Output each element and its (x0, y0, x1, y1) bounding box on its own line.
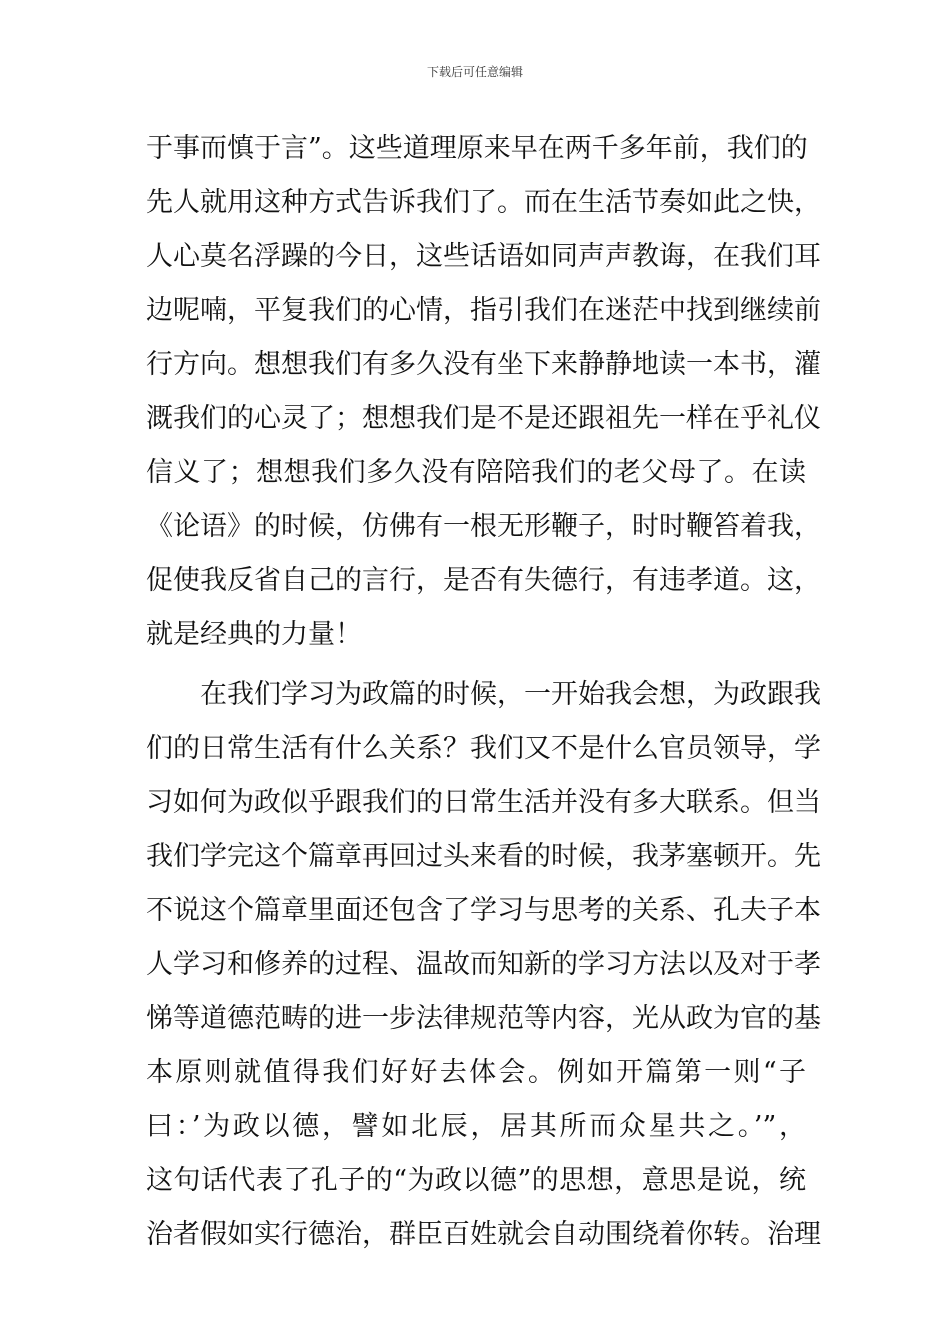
text-line: 先人就用这种方式告诉我们了。而在生活节奏如此之快， (146, 187, 821, 218)
text-line: 人学习和修养的过程、温故而知新的学习方法以及对于孝 (146, 949, 821, 980)
text-line: 这句话代表了孔子的“为政以德”的思想，意思是说，统 (146, 1165, 806, 1196)
text-line: 边呢喃，平复我们的心情，指引我们在迷茫中找到继续前 (146, 295, 821, 326)
text-line: 我们学完这个篇章再回过头来看的时候，我茅塞顿开。先 (146, 841, 821, 872)
text-line: 本原则就值得我们好好去体会。例如开篇第一则“子 (146, 1057, 806, 1088)
text-line: 们的日常生活有什么关系？我们又不是什么官员领导，学 (146, 733, 821, 764)
paragraph-1 (146, 122, 821, 662)
text-line: 治者假如实行德治，群臣百姓就会自动围绕着你转。治理 (146, 1219, 821, 1250)
text-line: 人心莫名浮躁的今日，这些话语如同声声教诲，在我们耳 (146, 241, 821, 272)
text-line: 曰：’为政以德，譬如北辰，居其所而众星共之。’”， (146, 1111, 806, 1142)
text-line: 《论语》的时候，仿佛有一根无形鞭子，时时鞭笞着我， (146, 511, 821, 542)
text-line: 于事而慎于言”。这些道理原来早在两千多年前，我们的 (146, 133, 808, 164)
text-line: 悌等道德范畴的进一步法律规范等内容，光从政为官的基 (146, 1003, 821, 1034)
text-line: 促使我反省自己的言行，是否有失德行，有违孝道。这， (146, 565, 821, 596)
text-line: 不说这个篇章里面还包含了学习与思考的关系、孔夫子本 (146, 895, 821, 926)
text-line: 习如何为政似乎跟我们的日常生活并没有多大联系。但当 (146, 787, 821, 818)
text-line: 在我们学习为政篇的时候，一开始我会想，为政跟我 (200, 679, 821, 710)
text-line: 行方向。想想我们有多久没有坐下来静静地读一本书，灌 (146, 349, 821, 380)
text-line: 溉我们的心灵了；想想我们是不是还跟祖先一样在乎礼仪 (146, 403, 821, 434)
paragraph-2 (146, 668, 821, 1262)
page-header: 下载后可任意编辑 (426, 65, 523, 79)
text-line: 就是经典的力量！ (146, 619, 362, 650)
text-line: 信义了；想想我们多久没有陪陪我们的老父母了。在读 (146, 457, 806, 488)
